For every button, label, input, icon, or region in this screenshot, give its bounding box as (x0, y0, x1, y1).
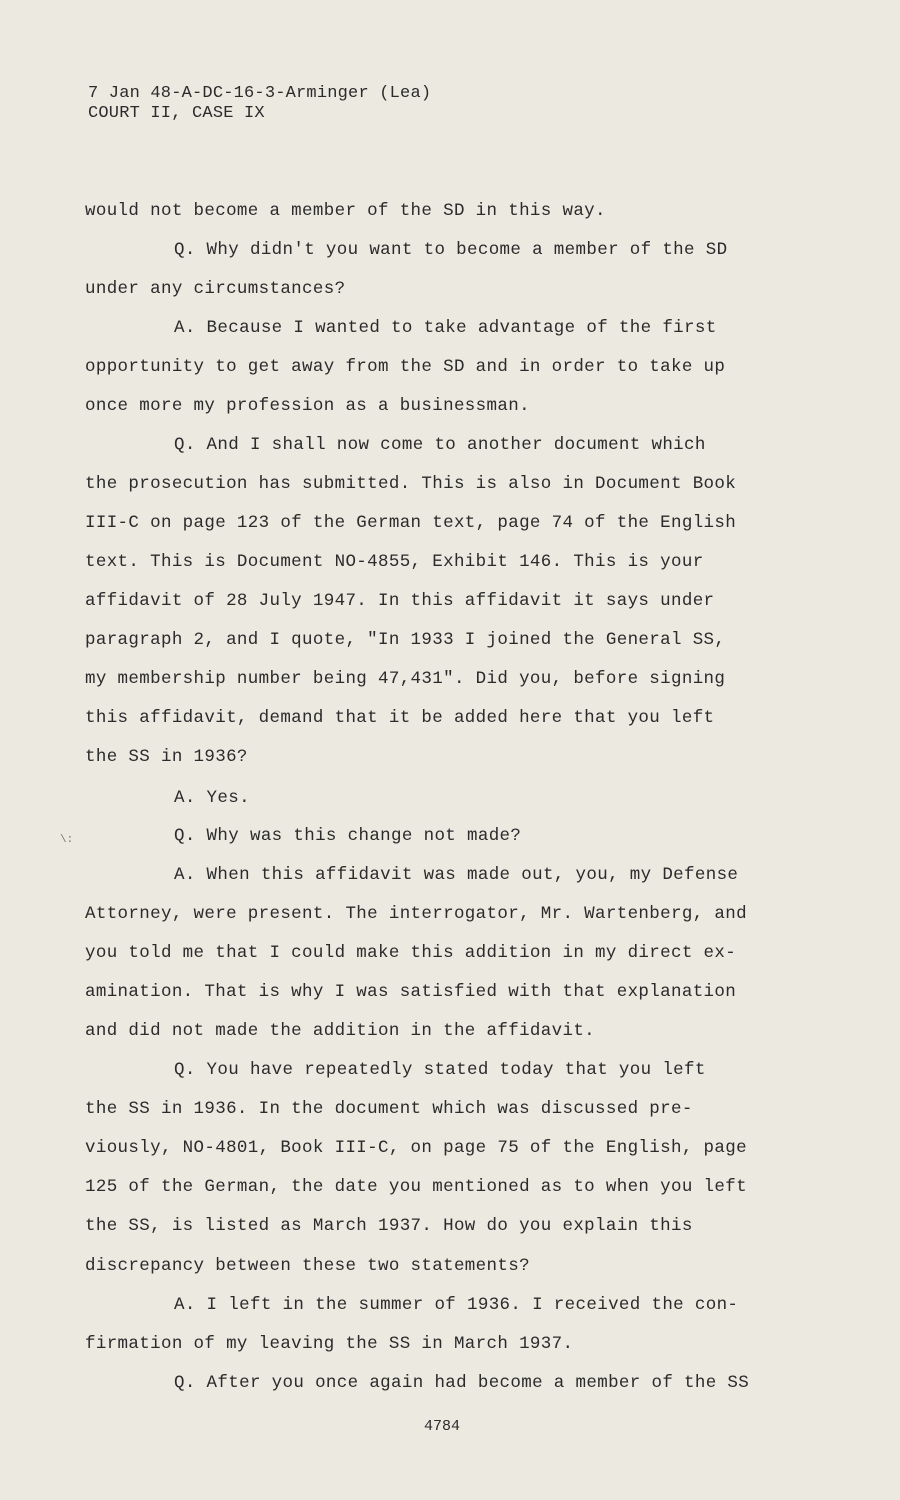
transcript-line: A. Because I wanted to take advantage of the first (174, 318, 717, 338)
transcript-line: once more my profession as a businessman. (85, 396, 530, 416)
transcript-line: Q. You have repeatedly stated today that you left (174, 1060, 706, 1080)
transcript-line: the SS, is listed as March 1937. How do you explain this (85, 1216, 693, 1236)
transcript-line: Attorney, were present. The interrogator, Mr. Wartenberg, and (85, 904, 747, 924)
transcript-line: text. This is Document NO-4855, Exhibit 146. This is your (85, 552, 704, 572)
header-reference: 7 Jan 48-A-DC-16-3-Arminger (Lea) (88, 84, 432, 103)
transcript-line: 125 of the German, the date you mentioned as to when you left (85, 1177, 747, 1197)
page-number: 4784 (424, 1418, 461, 1435)
transcript-line: A. Yes. (174, 788, 250, 808)
transcript-line: and did not made the addition in the affidavit. (85, 1021, 596, 1041)
transcript-line: Q. And I shall now come to another document which (174, 435, 706, 455)
transcript-line: Q. Why was this change not made? (174, 826, 522, 846)
transcript-line: would not become a member of the SD in this way. (85, 201, 606, 221)
transcript-line: my membership number being 47,431". Did you, before signing (85, 669, 726, 689)
transcript-line: affidavit of 28 July 1947. In this affidavit it says under (85, 591, 715, 611)
margin-mark: \: (60, 834, 74, 846)
transcript-line: the SS in 1936. In the document which was discussed pre- (85, 1099, 693, 1119)
transcript-line: paragraph 2, and I quote, "In 1933 I joined the General SS, (85, 630, 726, 650)
transcript-line: III-C on page 123 of the German text, page 74 of the English (85, 513, 737, 533)
transcript-line: Q. After you once again had become a member of the SS (174, 1373, 750, 1393)
document-header (88, 84, 431, 124)
transcript-line: Q. Why didn't you want to become a member of the SD (174, 240, 728, 260)
transcript-line: the prosecution has submitted. This is also in Document Book (85, 474, 737, 494)
transcript-line: viously, NO-4801, Book III-C, on page 75 of the English, page (85, 1138, 747, 1158)
transcript-line: A. When this affidavit was made out, you, my Defense (174, 865, 739, 885)
transcript-line: discrepancy between these two statements? (85, 1256, 530, 1276)
transcript-line: you told me that I could make this addition in my direct ex- (85, 943, 737, 963)
transcript-line: opportunity to get away from the SD and in order to take up (85, 357, 726, 377)
transcript-line: A. I left in the summer of 1936. I received the con- (174, 1295, 739, 1315)
transcript-line: under any circumstances? (85, 279, 346, 299)
transcript-line: the SS in 1936? (85, 747, 248, 767)
transcript-line: this affidavit, demand that it be added here that you left (85, 708, 715, 728)
transcript-line: firmation of my leaving the SS in March 1937. (85, 1334, 574, 1354)
header-court-case: COURT II, CASE IX (88, 104, 265, 123)
transcript-line: amination. That is why I was satisfied with that explanation (85, 982, 737, 1002)
